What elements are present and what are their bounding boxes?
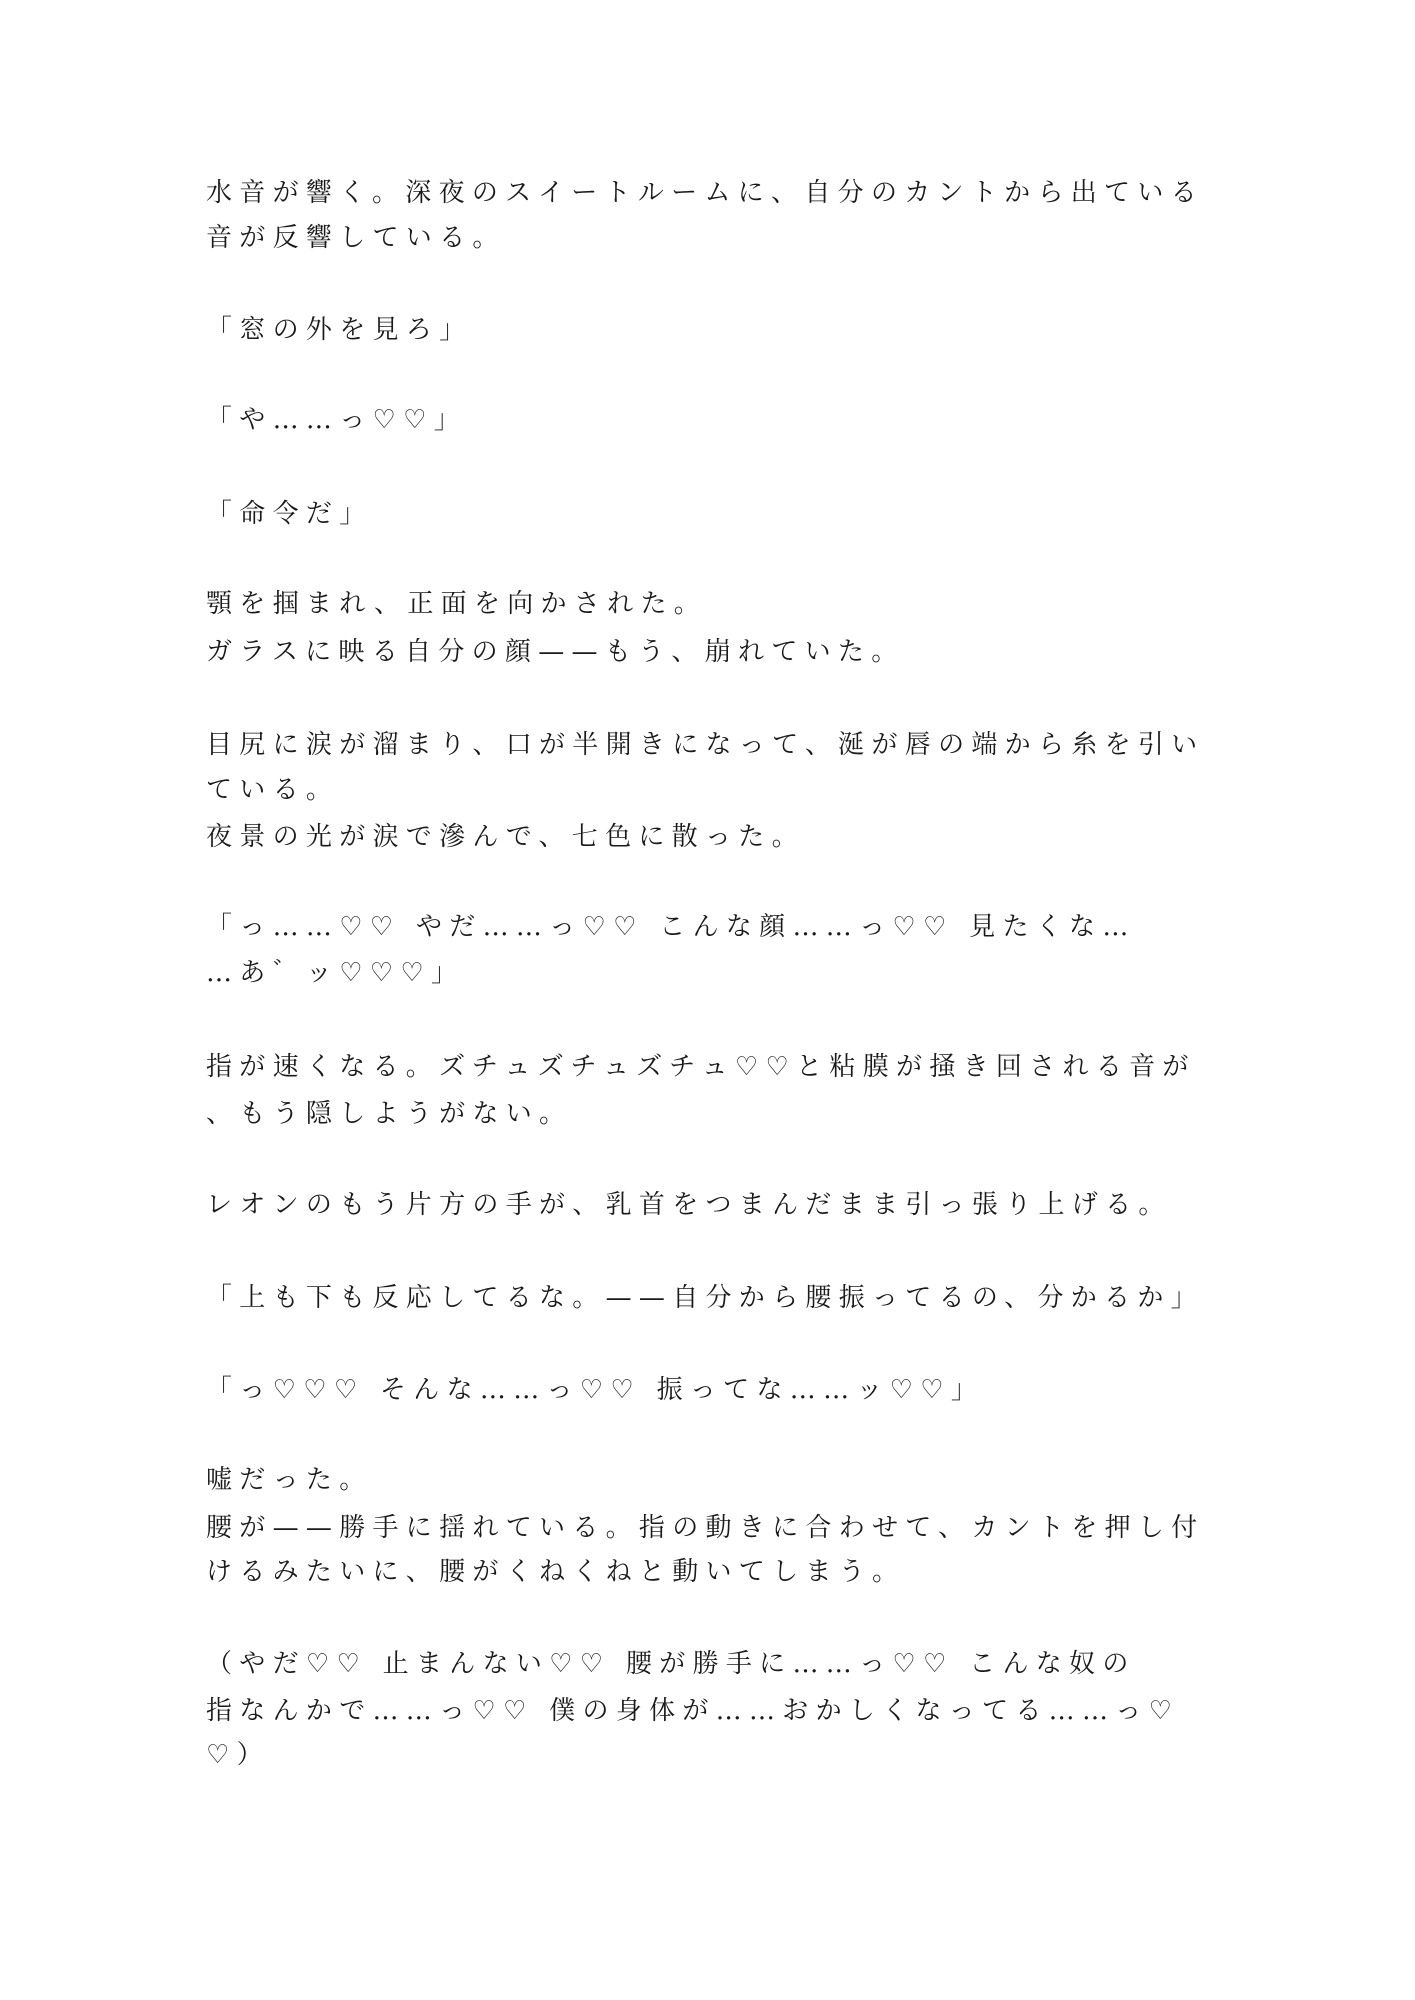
text-line: けるみたいに、腰がくねくねと動いてしまう。 [206, 1557, 906, 1587]
text-line: 指が速くなる。ズチュズチュズチュ♡♡と粘膜が掻き回される音が [206, 1052, 1196, 1082]
monologue-line: 指なんかで……っ♡♡ 僕の身体が……おかしくなってる……っ♡ [206, 1696, 1180, 1726]
dialogue-line: 「命令だ」 [206, 499, 373, 529]
text-line: 、もう隠しようがない。 [206, 1099, 573, 1129]
text-line: 水音が響く。深夜のスイートルームに、自分のカントから出ている [206, 178, 1204, 208]
monologue-line: ♡） [206, 1740, 270, 1770]
text-line: 音が反響している。 [206, 223, 506, 253]
text-line: 目尻に涙が溜まり、口が半開きになって、涎が唇の端から糸を引い [206, 730, 1205, 760]
dialogue-line: …あ゛ッ♡♡♡」 [206, 958, 465, 988]
dialogue-line: 「や……っ♡♡」 [206, 405, 468, 435]
dialogue-line: 「上も下も反応してるな。——自分から腰振ってるの、分かるか」 [206, 1283, 1204, 1313]
dialogue-line: 「窓の外を見ろ」 [206, 315, 473, 345]
text-line: 腰が——勝手に揺れている。指の動きに合わせて、カントを押し付 [206, 1513, 1205, 1543]
text-line: 夜景の光が涙で滲んで、七色に散った。 [206, 822, 805, 852]
text-line: 嘘だった。 [206, 1465, 373, 1495]
text-line: ている。 [206, 775, 340, 805]
text-line: ガラスに映る自分の顔——もう、崩れていた。 [206, 637, 905, 667]
dialogue-line: 「っ……♡♡ やだ……っ♡♡ こんな顔……っ♡♡ 見たくな… [206, 912, 1136, 942]
text-line: レオンのもう片方の手が、乳首をつまんだまま引っ張り上げる。 [206, 1190, 1172, 1220]
monologue-line: （やだ♡♡ 止まんない♡♡ 腰が勝手に……っ♡♡ こんな奴の [206, 1649, 1136, 1679]
dialogue-line: 「っ♡♡♡ そんな……っ♡♡ 振ってな……ッ♡♡」 [206, 1375, 985, 1405]
text-line: 顎を掴まれ、正面を向かされた。 [206, 589, 708, 619]
